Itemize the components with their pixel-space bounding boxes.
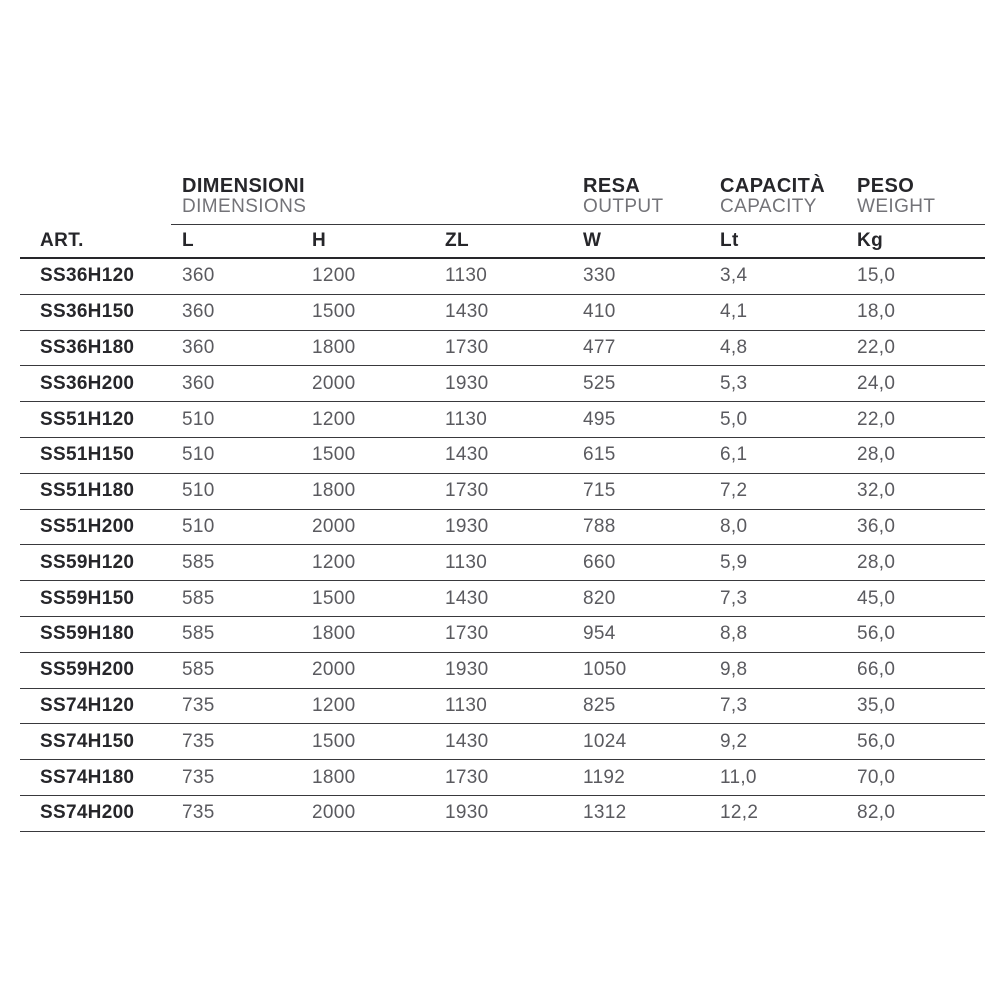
- row-value-w: 954: [572, 616, 709, 652]
- col-header-lt: Lt: [709, 225, 846, 259]
- row-value-w: 1024: [572, 724, 709, 760]
- row-value-kg: 22,0: [846, 402, 985, 438]
- table-row: [20, 402, 985, 438]
- row-art-code: SS59H120: [20, 545, 171, 581]
- group-subtitle-output: OUTPUT: [583, 196, 664, 217]
- col-header-zl: ZL: [434, 225, 572, 259]
- row-value-zl: 1430: [434, 294, 572, 330]
- row-value-h: 1200: [301, 688, 434, 724]
- row-value-kg: 70,0: [846, 760, 985, 796]
- row-value-zl: 1130: [434, 402, 572, 438]
- row-value-zl: 1430: [434, 724, 572, 760]
- row-value-h: 2000: [301, 795, 434, 831]
- row-value-l: 360: [171, 294, 301, 330]
- row-art-code: SS74H200: [20, 795, 171, 831]
- row-value-zl: 1130: [434, 545, 572, 581]
- row-value-kg: 15,0: [846, 258, 985, 294]
- row-value-l: 510: [171, 402, 301, 438]
- row-value-lt: 5,0: [709, 402, 846, 438]
- row-value-w: 615: [572, 437, 709, 473]
- row-value-h: 1500: [301, 294, 434, 330]
- row-value-w: 820: [572, 581, 709, 617]
- table-row: [20, 437, 985, 473]
- row-value-kg: 45,0: [846, 581, 985, 617]
- row-value-lt: 9,2: [709, 724, 846, 760]
- row-value-zl: 1930: [434, 652, 572, 688]
- table-row: [20, 616, 985, 652]
- row-value-zl: 1130: [434, 258, 572, 294]
- group-subtitle-weight: WEIGHT: [857, 196, 936, 217]
- row-value-kg: 22,0: [846, 330, 985, 366]
- row-value-w: 1312: [572, 795, 709, 831]
- group-subtitle-dimensions: DIMENSIONS: [182, 196, 307, 217]
- row-art-code: SS59H200: [20, 652, 171, 688]
- row-value-h: 1500: [301, 724, 434, 760]
- row-value-w: 715: [572, 473, 709, 509]
- group-header-row: [20, 176, 985, 225]
- col-header-w: W: [572, 225, 709, 259]
- row-art-code: SS59H150: [20, 581, 171, 617]
- row-value-kg: 18,0: [846, 294, 985, 330]
- row-value-w: 825: [572, 688, 709, 724]
- table-row: [20, 581, 985, 617]
- row-value-zl: 1730: [434, 473, 572, 509]
- group-capacity: [709, 176, 846, 225]
- unit-header-row: [20, 225, 985, 259]
- row-art-code: SS36H150: [20, 294, 171, 330]
- row-value-l: 360: [171, 258, 301, 294]
- table-row: [20, 366, 985, 402]
- table-row: [20, 795, 985, 831]
- row-value-l: 510: [171, 473, 301, 509]
- row-value-kg: 56,0: [846, 724, 985, 760]
- row-value-lt: 11,0: [709, 760, 846, 796]
- row-value-w: 410: [572, 294, 709, 330]
- row-value-kg: 32,0: [846, 473, 985, 509]
- row-art-code: SS74H180: [20, 760, 171, 796]
- row-value-h: 1200: [301, 402, 434, 438]
- col-header-art: ART.: [20, 225, 171, 259]
- group-title-peso: PESO: [857, 175, 915, 197]
- row-value-lt: 4,8: [709, 330, 846, 366]
- group-subtitle-capacity: CAPACITY: [720, 196, 817, 217]
- row-value-zl: 1930: [434, 366, 572, 402]
- row-value-w: 477: [572, 330, 709, 366]
- row-value-h: 2000: [301, 366, 434, 402]
- table-row: [20, 473, 985, 509]
- col-header-l: L: [171, 225, 301, 259]
- row-value-l: 735: [171, 760, 301, 796]
- row-value-l: 360: [171, 330, 301, 366]
- row-value-lt: 9,8: [709, 652, 846, 688]
- art-header-spacer: [20, 176, 171, 225]
- spec-sheet-page: [20, 176, 985, 832]
- row-value-zl: 1730: [434, 616, 572, 652]
- row-value-l: 735: [171, 795, 301, 831]
- row-value-kg: 66,0: [846, 652, 985, 688]
- row-value-lt: 12,2: [709, 795, 846, 831]
- row-value-l: 735: [171, 688, 301, 724]
- row-art-code: SS51H200: [20, 509, 171, 545]
- row-art-code: SS74H120: [20, 688, 171, 724]
- row-value-kg: 28,0: [846, 437, 985, 473]
- row-value-l: 585: [171, 581, 301, 617]
- row-value-zl: 1930: [434, 795, 572, 831]
- table-row: [20, 509, 985, 545]
- row-value-lt: 8,0: [709, 509, 846, 545]
- table-row: [20, 294, 985, 330]
- row-art-code: SS51H120: [20, 402, 171, 438]
- row-value-l: 510: [171, 437, 301, 473]
- row-value-zl: 1930: [434, 509, 572, 545]
- col-header-h: H: [301, 225, 434, 259]
- row-art-code: SS51H180: [20, 473, 171, 509]
- row-value-lt: 8,8: [709, 616, 846, 652]
- group-output: [572, 176, 709, 225]
- row-art-code: SS36H180: [20, 330, 171, 366]
- row-value-zl: 1430: [434, 581, 572, 617]
- row-value-h: 1800: [301, 330, 434, 366]
- row-value-zl: 1130: [434, 688, 572, 724]
- row-value-h: 1200: [301, 258, 434, 294]
- row-value-w: 788: [572, 509, 709, 545]
- row-art-code: SS59H180: [20, 616, 171, 652]
- row-value-zl: 1430: [434, 437, 572, 473]
- table-row: [20, 258, 985, 294]
- row-value-w: 1192: [572, 760, 709, 796]
- col-header-kg: Kg: [846, 225, 985, 259]
- table-row: [20, 330, 985, 366]
- row-value-kg: 28,0: [846, 545, 985, 581]
- group-dimensions: [171, 176, 572, 225]
- row-value-l: 585: [171, 652, 301, 688]
- row-art-code: SS74H150: [20, 724, 171, 760]
- row-value-w: 525: [572, 366, 709, 402]
- row-value-h: 1200: [301, 545, 434, 581]
- row-value-lt: 7,3: [709, 581, 846, 617]
- row-value-lt: 5,3: [709, 366, 846, 402]
- row-value-l: 585: [171, 616, 301, 652]
- row-value-lt: 4,1: [709, 294, 846, 330]
- row-value-lt: 3,4: [709, 258, 846, 294]
- group-title-dimensioni: DIMENSIONI: [182, 175, 305, 197]
- row-value-l: 360: [171, 366, 301, 402]
- row-art-code: SS51H150: [20, 437, 171, 473]
- row-value-lt: 5,9: [709, 545, 846, 581]
- group-title-capacita: CAPACITÀ: [720, 175, 826, 197]
- row-value-l: 585: [171, 545, 301, 581]
- table-row: [20, 724, 985, 760]
- table-row: [20, 760, 985, 796]
- row-value-kg: 56,0: [846, 616, 985, 652]
- row-value-l: 735: [171, 724, 301, 760]
- row-value-h: 1800: [301, 760, 434, 796]
- row-art-code: SS36H120: [20, 258, 171, 294]
- row-value-h: 1500: [301, 437, 434, 473]
- row-value-w: 1050: [572, 652, 709, 688]
- group-title-resa: RESA: [583, 175, 641, 197]
- row-value-h: 1500: [301, 581, 434, 617]
- table-header: [20, 176, 985, 258]
- row-value-w: 330: [572, 258, 709, 294]
- row-value-lt: 7,2: [709, 473, 846, 509]
- table-row: [20, 545, 985, 581]
- row-value-l: 510: [171, 509, 301, 545]
- spec-table: [20, 176, 985, 832]
- row-value-zl: 1730: [434, 330, 572, 366]
- row-value-h: 2000: [301, 652, 434, 688]
- row-value-zl: 1730: [434, 760, 572, 796]
- row-value-h: 2000: [301, 509, 434, 545]
- row-value-kg: 36,0: [846, 509, 985, 545]
- table-row: [20, 652, 985, 688]
- row-value-lt: 7,3: [709, 688, 846, 724]
- row-value-kg: 82,0: [846, 795, 985, 831]
- table-row: [20, 688, 985, 724]
- row-value-w: 660: [572, 545, 709, 581]
- row-value-h: 1800: [301, 473, 434, 509]
- row-value-kg: 24,0: [846, 366, 985, 402]
- row-value-h: 1800: [301, 616, 434, 652]
- row-art-code: SS36H200: [20, 366, 171, 402]
- row-value-lt: 6,1: [709, 437, 846, 473]
- group-weight: [846, 176, 985, 225]
- row-value-w: 495: [572, 402, 709, 438]
- table-body: [20, 258, 985, 831]
- row-value-kg: 35,0: [846, 688, 985, 724]
